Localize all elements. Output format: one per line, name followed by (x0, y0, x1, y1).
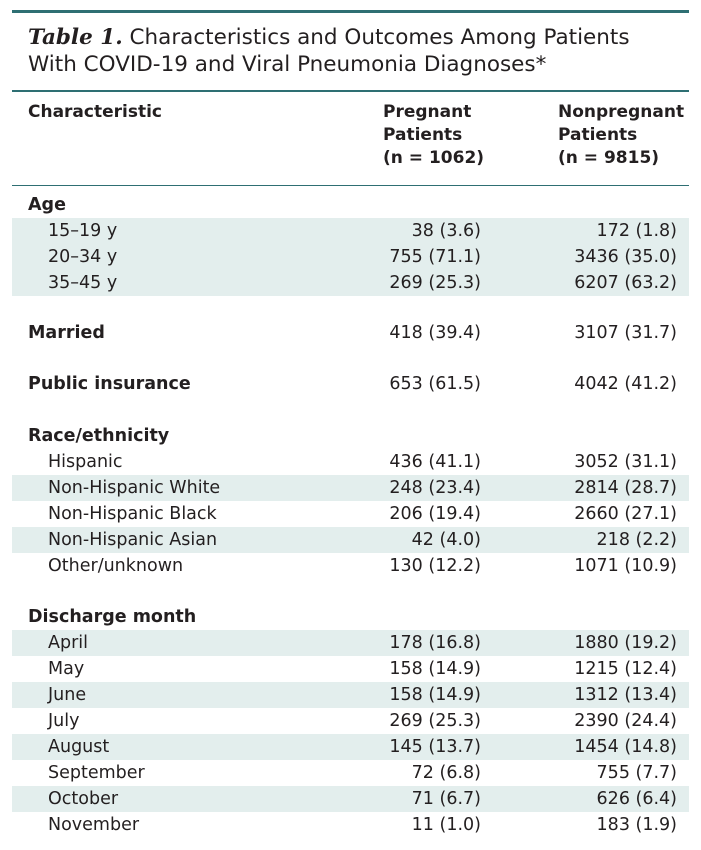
row-label: May (48, 659, 85, 679)
nonpregnant-value: 6207 (63.2) (574, 273, 677, 293)
section-label: Age (28, 195, 66, 215)
pregnant-value: 71 (6.7) (411, 789, 481, 809)
header-characteristic: Characteristic (28, 102, 162, 122)
header-pregnant-line-1: Pregnant (383, 102, 472, 122)
table-row (12, 527, 689, 553)
table-row (12, 630, 689, 656)
table-row (12, 270, 689, 296)
header-pregnant-n: (n = 1062) (383, 148, 485, 168)
header-nonpregnant-line-2: Patients (558, 125, 638, 145)
row-label: June (48, 685, 87, 705)
pregnant-value: 42 (4.0) (411, 530, 481, 550)
nonpregnant-value: 172 (1.8) (596, 221, 677, 241)
table-number: Table 1. (28, 25, 123, 50)
header-nonpregnant (558, 101, 684, 170)
row-label: 35–45 y (48, 273, 118, 293)
row-label: July (48, 711, 80, 731)
header-pregnant-line-2: Patients (383, 125, 463, 145)
pregnant-value: 72 (6.8) (411, 763, 481, 783)
table-row (12, 812, 689, 838)
nonpregnant-value: 2814 (28.7) (574, 478, 677, 498)
row-label: Hispanic (48, 452, 123, 472)
pregnant-value: 206 (19.4) (389, 504, 481, 524)
nonpregnant-value: 1454 (14.8) (574, 737, 677, 757)
nonpregnant-value: 3052 (31.1) (574, 452, 677, 472)
table-row (12, 760, 689, 786)
pregnant-value: 653 (61.5) (389, 374, 481, 394)
nonpregnant-value: 4042 (41.2) (574, 374, 677, 394)
table-row (12, 786, 689, 812)
section-row-age (12, 192, 689, 218)
pregnant-value: 436 (41.1) (389, 452, 481, 472)
table-row (12, 553, 689, 579)
section-row-discharge-month (12, 604, 689, 630)
header-pregnant (383, 101, 484, 170)
nonpregnant-value: 1312 (13.4) (574, 685, 677, 705)
pregnant-value: 755 (71.1) (389, 247, 481, 267)
row-label: September (48, 763, 145, 783)
table-row (12, 244, 689, 270)
nonpregnant-value: 1215 (12.4) (574, 659, 677, 679)
table-row (12, 682, 689, 708)
pregnant-value: 418 (39.4) (389, 323, 481, 343)
title-line-2: With COVID-19 and Viral Pneumonia Diagnoses* (28, 52, 547, 77)
table-title (28, 24, 688, 78)
section-label: Married (28, 323, 105, 343)
row-label: 15–19 y (48, 221, 118, 241)
pregnant-value: 38 (3.6) (411, 221, 481, 241)
pregnant-value: 248 (23.4) (389, 478, 481, 498)
row-label: October (48, 789, 119, 809)
nonpregnant-value: 2660 (27.1) (574, 504, 677, 524)
row-label: Non-Hispanic Black (48, 504, 217, 524)
section-row-race-ethnicity (12, 423, 689, 449)
nonpregnant-value: 218 (2.2) (596, 530, 677, 550)
nonpregnant-value: 3107 (31.7) (574, 323, 677, 343)
row-label: Non-Hispanic Asian (48, 530, 218, 550)
section-label: Race/ethnicity (28, 426, 170, 446)
row-label: 20–34 y (48, 247, 118, 267)
pregnant-value: 11 (1.0) (411, 815, 481, 835)
title-line-1: Characteristics and Outcomes Among Patients (129, 25, 630, 50)
nonpregnant-value: 626 (6.4) (596, 789, 677, 809)
nonpregnant-value: 755 (7.7) (596, 763, 677, 783)
nonpregnant-value: 183 (1.9) (596, 815, 677, 835)
table-row (12, 708, 689, 734)
table-row (12, 656, 689, 682)
pregnant-value: 178 (16.8) (389, 633, 481, 653)
table-row (12, 218, 689, 244)
nonpregnant-value: 3436 (35.0) (574, 247, 677, 267)
top-rule (12, 10, 689, 13)
pregnant-value: 130 (12.2) (389, 556, 481, 576)
nonpregnant-value: 1071 (10.9) (574, 556, 677, 576)
table-row (12, 475, 689, 501)
section-label: Public insurance (28, 374, 191, 394)
header-bottom-rule (12, 185, 689, 186)
pregnant-value: 145 (13.7) (389, 737, 481, 757)
row-label: Other/unknown (48, 556, 184, 576)
section-row-married (12, 320, 689, 346)
table-row (12, 734, 689, 760)
table-row (12, 501, 689, 527)
nonpregnant-value: 2390 (24.4) (574, 711, 677, 731)
pregnant-value: 269 (25.3) (389, 711, 481, 731)
header-top-rule (12, 90, 689, 92)
row-label: April (48, 633, 88, 653)
pregnant-value: 158 (14.9) (389, 659, 481, 679)
table-row (12, 449, 689, 475)
pregnant-value: 158 (14.9) (389, 685, 481, 705)
header-nonpregnant-n: (n = 9815) (558, 148, 660, 168)
nonpregnant-value: 1880 (19.2) (574, 633, 677, 653)
section-row-public-insurance (12, 371, 689, 397)
row-label: August (48, 737, 110, 757)
section-label: Discharge month (28, 607, 197, 627)
row-label: November (48, 815, 140, 835)
header-nonpregnant-line-1: Nonpregnant (558, 102, 685, 122)
pregnant-value: 269 (25.3) (389, 273, 481, 293)
row-label: Non-Hispanic White (48, 478, 221, 498)
